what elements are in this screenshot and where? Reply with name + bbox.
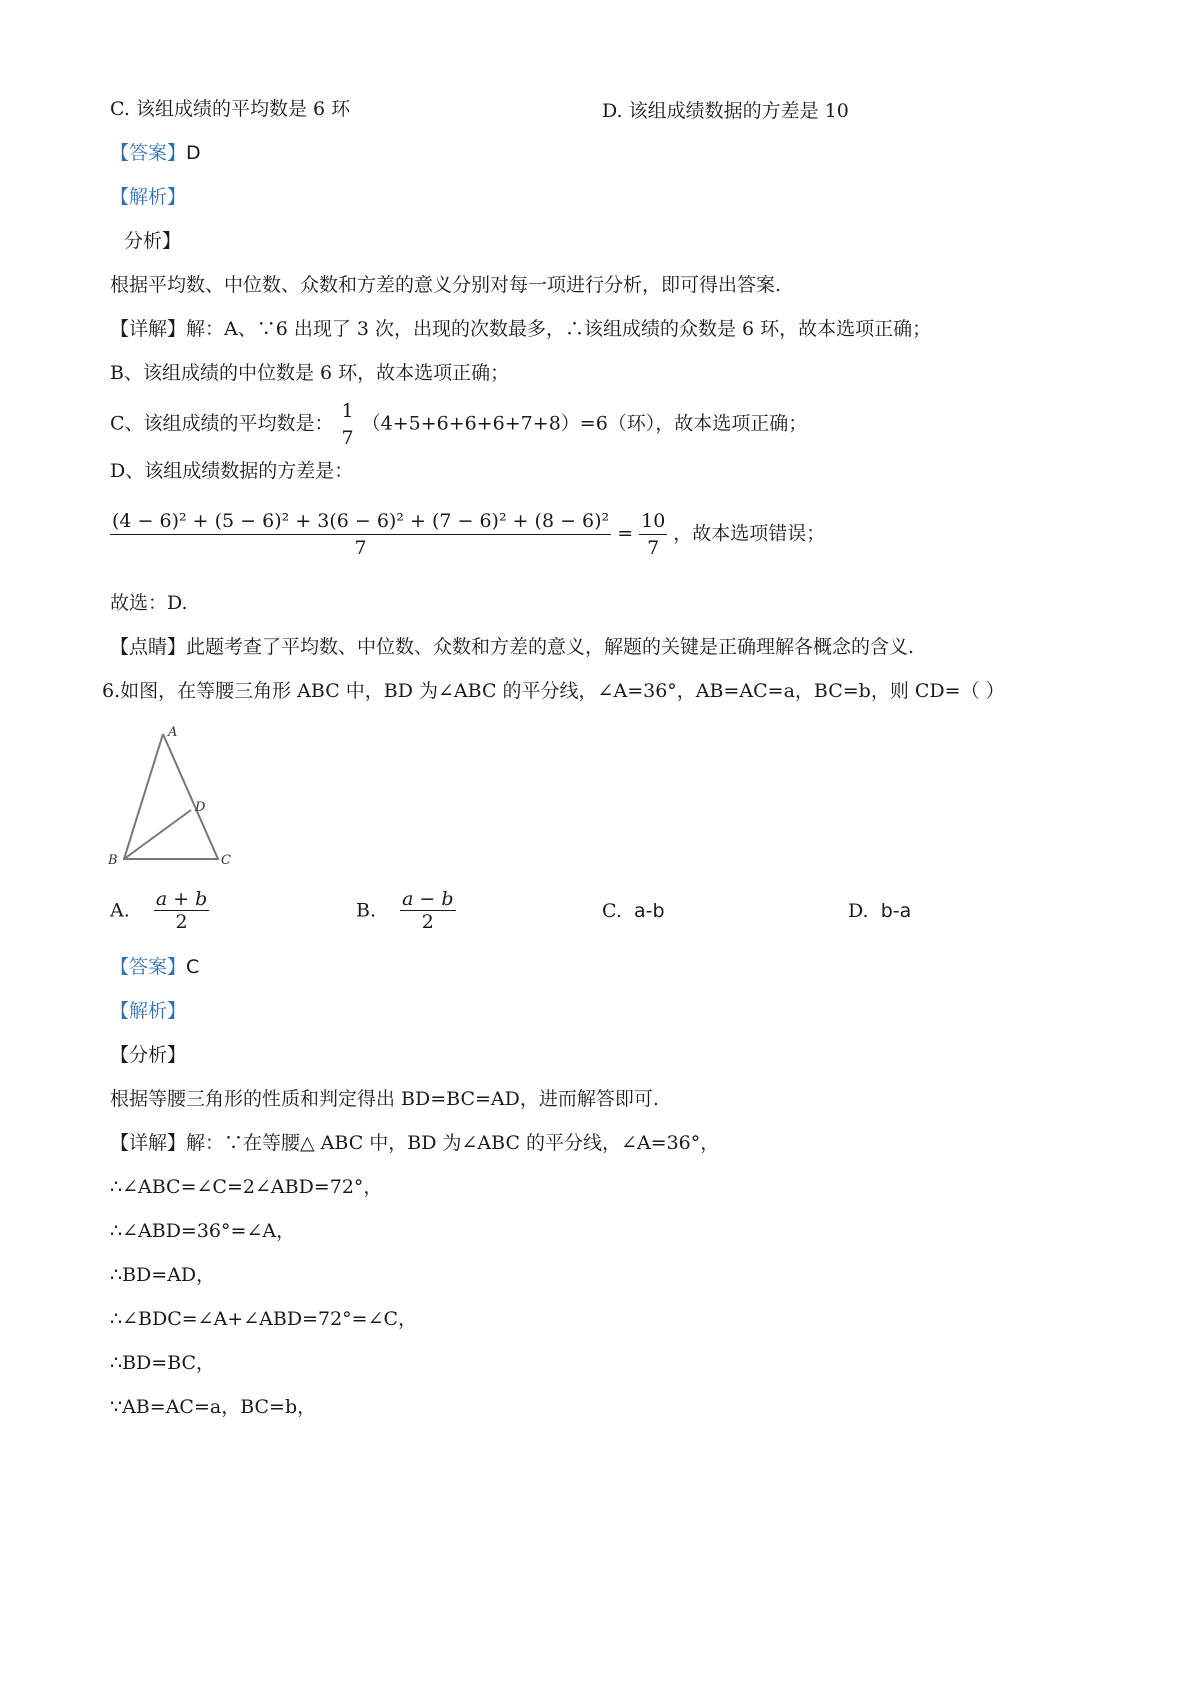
q6-answer-line (110, 954, 199, 980)
fraction-numerator: 1 (341, 400, 354, 422)
answer-label: 【答案】 (110, 142, 187, 164)
q6-option-a-label: A. (110, 899, 130, 922)
one-seventh-fraction (340, 398, 356, 451)
detail-c (110, 398, 807, 451)
variance-suffix: ，故本选项错误； (673, 522, 826, 545)
variance-denominator: 7 (110, 534, 611, 561)
detail-c-suffix: （4+5+6+6+6+7+8）=6（环），故本选项正确； (361, 412, 808, 435)
q6-option-a-fraction (154, 888, 210, 933)
answer-value: D (186, 142, 201, 164)
q6-analysis-label: 【解析】 (110, 1000, 187, 1022)
q6-option-c-value: a-b (634, 900, 665, 922)
q6-option-c-label: C. (602, 900, 622, 922)
q6-option-d (848, 900, 911, 922)
q6-option-d-label: D. (848, 900, 869, 922)
q6-fenxi-label: 【分析】 (110, 1044, 187, 1066)
q6-fenxi-text: 根据等腰三角形的性质和判定得出 BD=BC=AD，进而解答即可. (110, 1088, 659, 1110)
variance-equals: = (617, 522, 634, 545)
variance-result-den: 7 (639, 534, 667, 561)
detail-b: B、该组成绩的中位数是 6 环，故本选项正确； (110, 362, 510, 384)
q6-step: ∵AB=AC=a，BC=b， (110, 1396, 317, 1418)
q6-option-b-num: a − b (402, 888, 454, 910)
variance-fraction (110, 508, 611, 561)
fenxi-label: 分析】 (124, 230, 182, 252)
variance-formula (110, 508, 825, 561)
vertex-label-b: B (108, 853, 118, 868)
choose-line: 故选：D. (110, 592, 188, 614)
fenxi-text: 根据平均数、中位数、众数和方差的意义分别对每一项进行分析，即可得出答案. (110, 274, 782, 296)
triangle-outline (124, 734, 218, 859)
analysis-label: 【解析】 (110, 186, 187, 208)
vertex-label-d: D (195, 800, 206, 815)
q6-option-b (356, 888, 462, 933)
vertex-label-a: A (168, 725, 178, 740)
triangle-figure (108, 722, 238, 872)
bisector-bd (124, 810, 191, 859)
variance-result-num: 10 (641, 510, 666, 532)
q6-option-b-label: B. (356, 899, 377, 922)
q6-option-a-den: 2 (154, 910, 210, 933)
q6-answer-label: 【答案】 (110, 956, 187, 978)
option-c: C. 该组成绩的平均数是 6 环 (110, 98, 351, 120)
vertex-label-c: C (221, 853, 231, 868)
dianjing: 【点睛】此题考查了平均数、中位数、众数和方差的意义，解题的关键是正确理解各概念的含义. (110, 636, 915, 658)
variance-numerator: (4 − 6)² + (5 − 6)² + 3(6 − 6)² + (7 − 6)² + (8 − 6)² (112, 510, 610, 532)
q6-option-a (110, 888, 215, 933)
q6-step: ∴∠ABD=36°=∠A， (110, 1220, 296, 1242)
fraction-denominator: 7 (340, 424, 356, 451)
option-d: D. 该组成绩数据的方差是 10 (602, 100, 849, 122)
detail-a: 【详解】解：A、∵6 出现了 3 次，出现的次数最多，∴该组成绩的众数是 6 环，故本选项正确； (110, 318, 932, 340)
q6-option-d-value: b-a (880, 900, 912, 922)
q6-step: ∴∠ABC=∠C=2∠ABD=72°， (110, 1176, 383, 1198)
q6-option-a-num: a + b (155, 888, 208, 910)
q6-answer-value: C (186, 956, 200, 978)
variance-result (639, 508, 667, 561)
q6-step: ∴∠BDC=∠A+∠ABD=72°=∠C， (110, 1308, 418, 1330)
detail-d: D、该组成绩数据的方差是： (110, 460, 354, 482)
q6-step: ∴BD=AD， (110, 1264, 216, 1286)
q6-step: 【详解】解：∵在等腰△ ABC 中，BD 为∠ABC 的平分线，∠A=36°， (110, 1132, 720, 1154)
q6-option-c (602, 900, 665, 922)
q6-option-b-fraction (400, 888, 456, 933)
q6-question: 6.如图，在等腰三角形 ABC 中，BD 为∠ABC 的平分线，∠A=36°，AB=AC=a，BC=b，则 CD=（ ） (102, 680, 1005, 702)
answer-line (110, 140, 201, 166)
detail-c-prefix: C、该组成绩的平均数是： (110, 412, 334, 435)
q6-step: ∴BD=BC， (110, 1352, 216, 1374)
q6-option-b-den: 2 (400, 910, 456, 933)
